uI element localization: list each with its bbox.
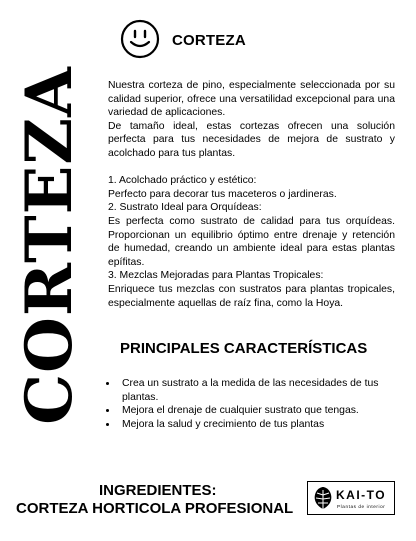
- item2-title: 2. Sustrato Ideal para Orquídeas:: [108, 202, 262, 214]
- brand-logo: [307, 481, 395, 515]
- item1-text: Perfecto para decorar tus maceteros o jardineras.: [108, 188, 337, 200]
- logo-name: KAI-TO: [336, 488, 387, 502]
- logo-tagline: Plantas de interior: [337, 504, 386, 509]
- list-item: • Crea un sustrato a la medida de las necesidades de tus plantas.: [118, 377, 408, 404]
- features-title: PRINCIPALES CARACTERÍSTICAS: [120, 340, 368, 357]
- features-list: [104, 377, 408, 431]
- smiley-face-icon: [120, 19, 160, 59]
- item2-text: Es perfecta como sustrato de calidad para tus orquídeas. Proporcionan un equilibrio óptimo entre drenaje y retención de humedad, creando un ambiente ideal para estas plantas epífitas.: [108, 215, 395, 268]
- item3-text: Enriquece tus mezclas con sustratos para plantas tropicales, especialmente aquellas de raíz fina, como la Hoya.: [108, 283, 395, 309]
- list-item: • Mejora la salud y crecimiento de tus plantas: [118, 418, 408, 432]
- item3-title: 3. Mezclas Mejoradas para Plantas Tropicales:: [108, 270, 324, 282]
- ingredients-label: INGREDIENTES:: [99, 482, 217, 499]
- header-title: CORTEZA: [172, 32, 246, 49]
- intro-paragraph: Nuestra corteza de pino, especialmente seleccionada por su calidad superior, ofrece una versatilidad excepcional para una variedad de aplicaciones.: [108, 80, 395, 119]
- list-item: • Mejora el drenaje de cualquier sustrato que tengas.: [118, 404, 408, 418]
- side-title: CORTEZA: [12, 66, 87, 425]
- monstera-leaf-icon: [313, 486, 333, 510]
- ingredients-value: CORTEZA HORTICOLA PROFESIONAL: [16, 500, 294, 517]
- description: [108, 79, 395, 310]
- item1-title: 1. Acolchado práctico y estético:: [108, 175, 257, 187]
- size-paragraph: De tamaño ideal, estas cortezas ofrecen una solución perfecta para tus necesidades de mejora de sustrato y acolchado para tus plantas.: [108, 120, 395, 159]
